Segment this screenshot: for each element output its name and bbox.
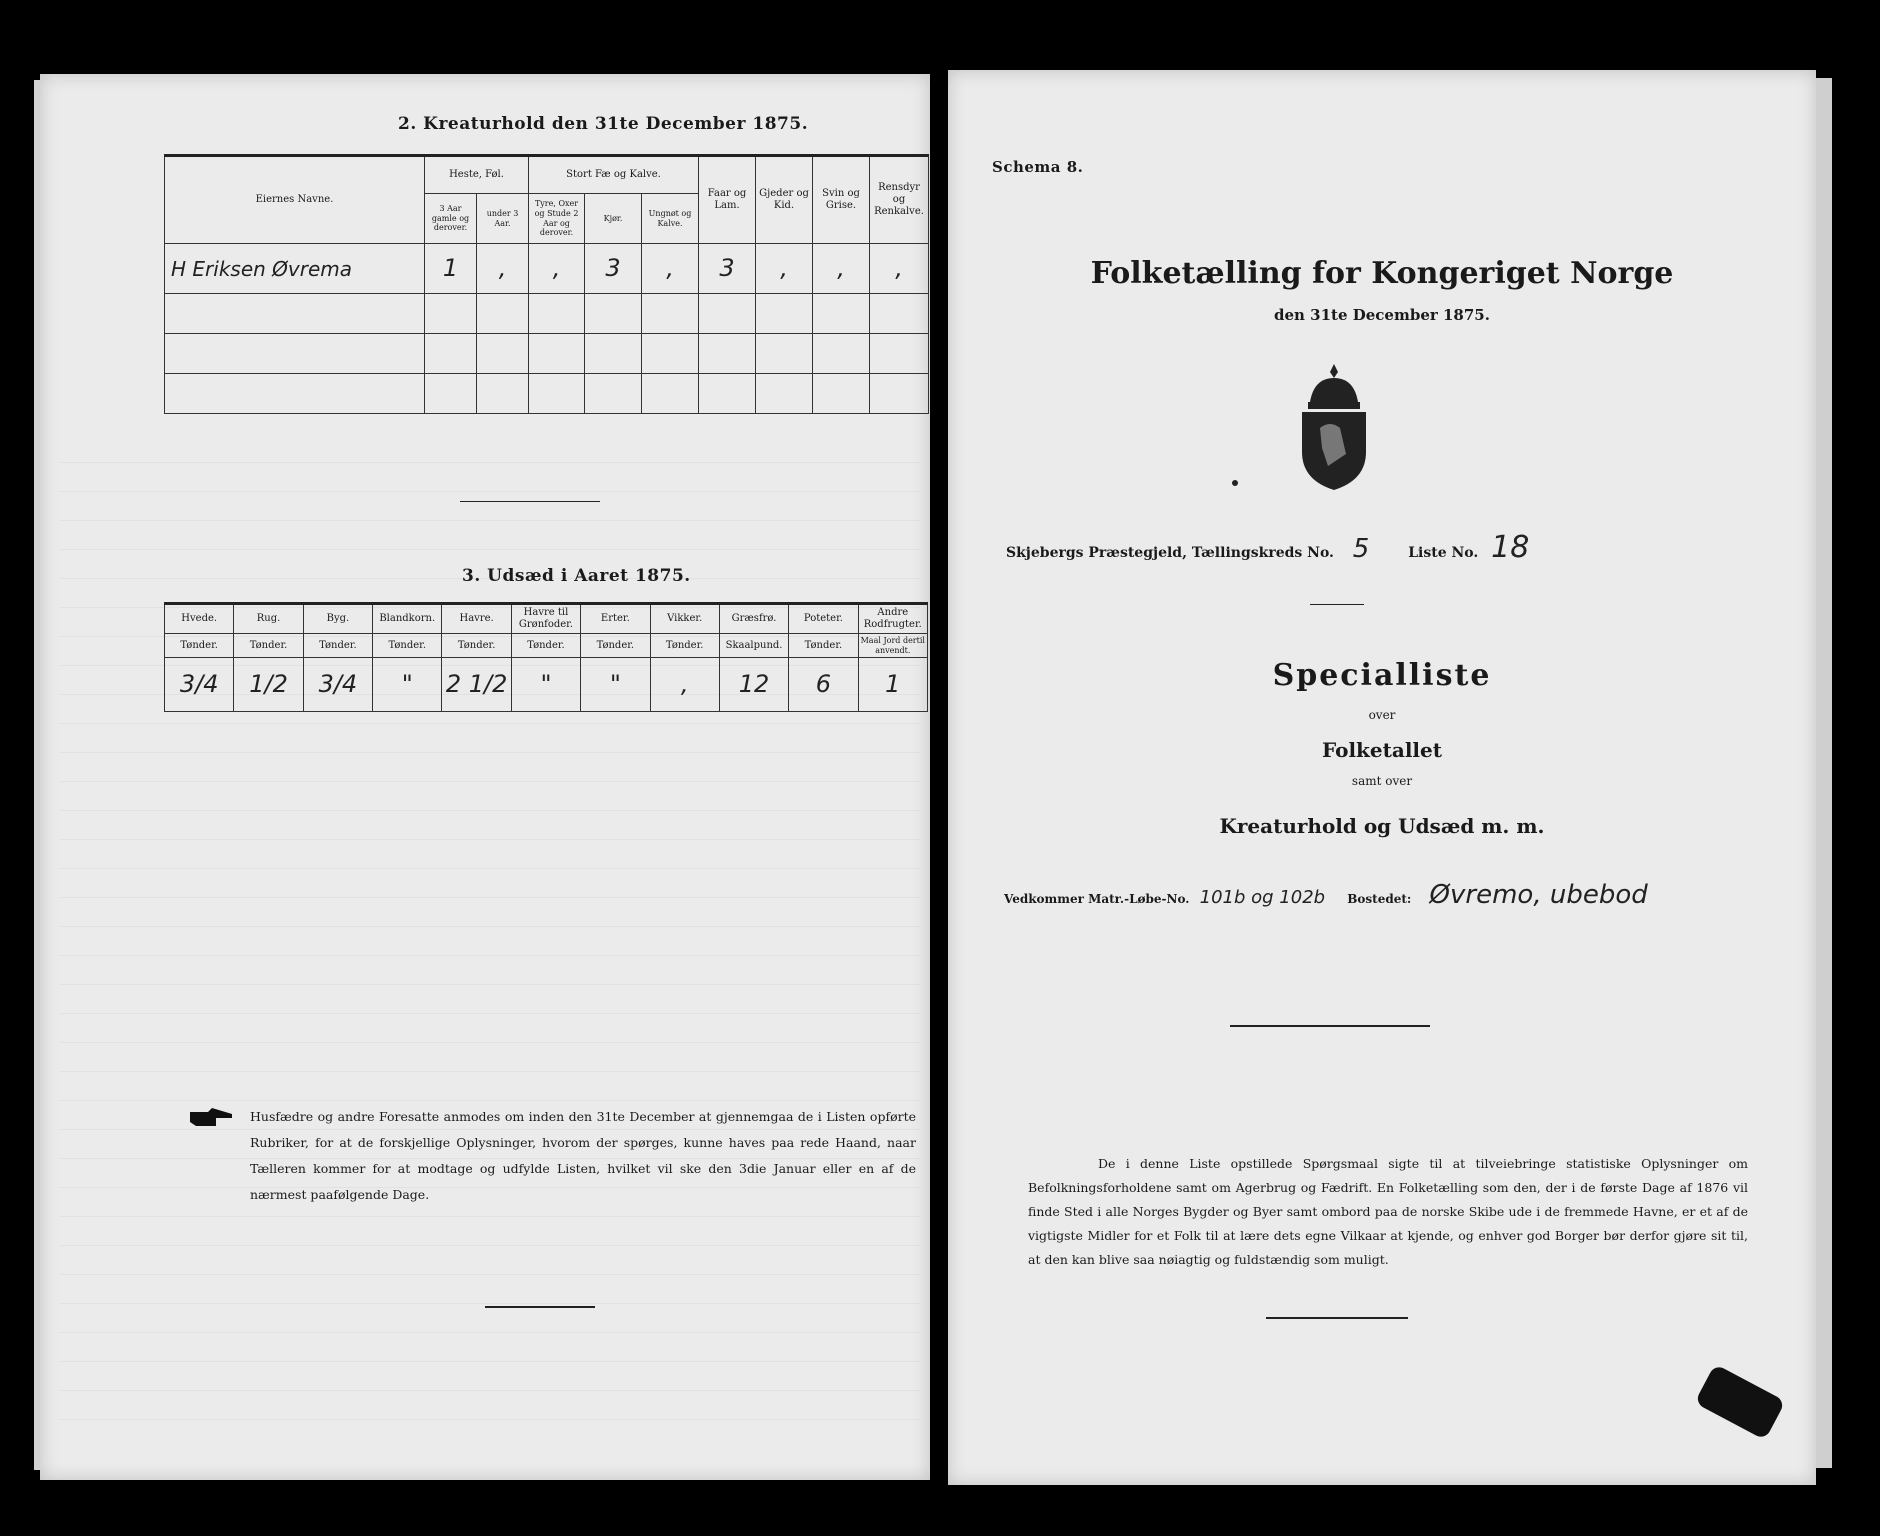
header-sheep: Faar og Lam. <box>699 156 756 244</box>
norwegian-coat-of-arms-icon <box>1284 362 1384 492</box>
livestock-cell: , <box>529 244 585 294</box>
matr-label: Vedkommer Matr.-Løbe-No. <box>1004 892 1190 906</box>
header-goats: Gjeder og Kid. <box>756 156 813 244</box>
unit-header: Tønder. <box>650 634 719 658</box>
schema-label: Schema 8. <box>992 158 1084 176</box>
unit-header: Tønder. <box>234 634 303 658</box>
unit-header: Tønder. <box>511 634 580 658</box>
bottom-rule <box>1266 1317 1408 1319</box>
crop-header: Havre til Grønfoder. <box>511 604 580 634</box>
crop-header: Poteter. <box>789 604 858 634</box>
list-number: 18 <box>1491 530 1530 565</box>
main-subtitle: den 31te December 1875. <box>1274 306 1490 324</box>
pointing-hand-icon <box>188 1106 236 1130</box>
livestock-cell: 3 <box>699 244 756 294</box>
crop-header: Hvede. <box>165 604 234 634</box>
list-label: Liste No. <box>1408 545 1479 561</box>
district-number: 5 <box>1352 534 1370 564</box>
instruction-note: Husfædre og andre Foresatte anmodes om inden den 31te December at gjennemgaa de i Listen opførte Rubriker, for at de forskjellige Oplysninger, hvorom der spørges, kunne haves paa rede Haand, naar Tælleren kommer for at modtage og udfylde Listen, hvilket vil ske den 3die Januar eller en af de nærmest paafølgende Dage. <box>250 1109 916 1202</box>
crop-header: Vikker. <box>650 604 719 634</box>
parish-label: Skjebergs Præstegjeld, Tællingskreds No. <box>1006 545 1334 561</box>
livestock-cell: , <box>813 244 870 294</box>
header-cattle: Stort Fæ og Kalve. <box>529 156 699 194</box>
sowing-cell: 3/4 <box>165 658 234 712</box>
divider-rule <box>1310 604 1364 605</box>
crop-header: Byg. <box>303 604 372 634</box>
matr-value: 101b og 102b <box>1199 887 1326 908</box>
sowing-cell: 12 <box>719 658 788 712</box>
crop-header: Andre Rodfrugter. <box>858 604 927 634</box>
divider-rule <box>1230 1025 1430 1027</box>
livestock-cell: 1 <box>425 244 477 294</box>
sowing-cell: 6 <box>789 658 858 712</box>
footer-note: De i denne Liste opstillede Spørgsmaal sigte til at tilveiebringe statistiske Oplysninger om Befolkningsforholdene samt om Agerbrug og Fædrift. En Folketælling som den, der i de første Dage af 1876 vil finde Sted i alle Norges Bygder og Byer samt ombord paa de norske Skibe ude i de fremmede Havne, er et af de vigtigste Midler for et Folk til at lære dets egne Vilkaar at kjende, og enhver god Borger bør derfor gjøre sit til, at den kan blive saa nøiagtig og fuldstændig som muligt. <box>1028 1156 1748 1267</box>
livestock-cell: , <box>756 244 813 294</box>
livestock-table <box>164 154 929 414</box>
livestock-cell: , <box>870 244 929 294</box>
unit-header: Tønder. <box>303 634 372 658</box>
header-young-cattle: Ungnøt og Kalve. <box>642 194 699 244</box>
header-owner-names: Eiernes Navne. <box>165 156 425 244</box>
bostedet-label: Bostedet: <box>1347 892 1412 906</box>
unit-header: Tønder. <box>789 634 858 658</box>
crop-header: Erter. <box>581 604 650 634</box>
crop-header: Blandkorn. <box>373 604 442 634</box>
sowing-cell: " <box>581 658 650 712</box>
parish-line <box>1006 530 1766 565</box>
unit-header: Tønder. <box>373 634 442 658</box>
sowing-table <box>164 602 928 712</box>
divider-rule <box>460 501 600 502</box>
unit-header: Maal Jord dertil anvendt. <box>858 634 927 658</box>
left-page <box>40 74 930 1480</box>
matr-line <box>1004 880 1784 910</box>
sowing-cell: 2 1/2 <box>442 658 511 712</box>
livestock-cell: , <box>642 244 699 294</box>
right-page <box>948 70 1816 1485</box>
sowing-cell: 1/2 <box>234 658 303 712</box>
bostedet-value: Øvremo, ubebod <box>1429 880 1648 910</box>
crop-header: Rug. <box>234 604 303 634</box>
section3-title: 3. Udsæd i Aaret 1875. <box>462 566 691 586</box>
header-bulls-oxen: Tyre, Oxer og Stude 2 Aar og derover. <box>529 194 585 244</box>
sowing-cell: " <box>373 658 442 712</box>
folketallet-label: Folketallet <box>1322 738 1442 762</box>
livestock-cell: 3 <box>585 244 642 294</box>
livestock-cell: , <box>477 244 529 294</box>
crop-header: Græsfrø. <box>719 604 788 634</box>
unit-header: Tønder. <box>165 634 234 658</box>
header-horses: Heste, Føl. <box>425 156 529 194</box>
unit-header: Tønder. <box>442 634 511 658</box>
unit-header: Skaalpund. <box>719 634 788 658</box>
sowing-cell: , <box>650 658 719 712</box>
header-horses-adult: 3 Aar gamle og derover. <box>425 194 477 244</box>
header-reindeer: Rensdyr og Renkalve. <box>870 156 929 244</box>
sowing-cell: " <box>511 658 580 712</box>
main-title: Folketælling for Kongeriget Norge <box>1090 256 1674 291</box>
over-label: over <box>1368 708 1396 722</box>
heading-specialliste: Specialliste <box>1272 658 1492 693</box>
crop-header: Havre. <box>442 604 511 634</box>
header-pigs: Svin og Grise. <box>813 156 870 244</box>
dot-mark <box>1232 480 1238 486</box>
owner-name-cell: H Eriksen Øvrema <box>165 244 425 294</box>
unit-header: Tønder. <box>581 634 650 658</box>
sowing-cell: 3/4 <box>303 658 372 712</box>
header-cows: Kjør. <box>585 194 642 244</box>
samt-over-label: samt over <box>1351 774 1413 788</box>
section2-title: 2. Kreaturhold den 31te December 1875. <box>398 114 809 134</box>
bottom-rule <box>485 1306 595 1308</box>
sowing-cell: 1 <box>858 658 927 712</box>
subheading: Kreaturhold og Udsæd m. m. <box>1219 814 1545 838</box>
header-horses-young: under 3 Aar. <box>477 194 529 244</box>
